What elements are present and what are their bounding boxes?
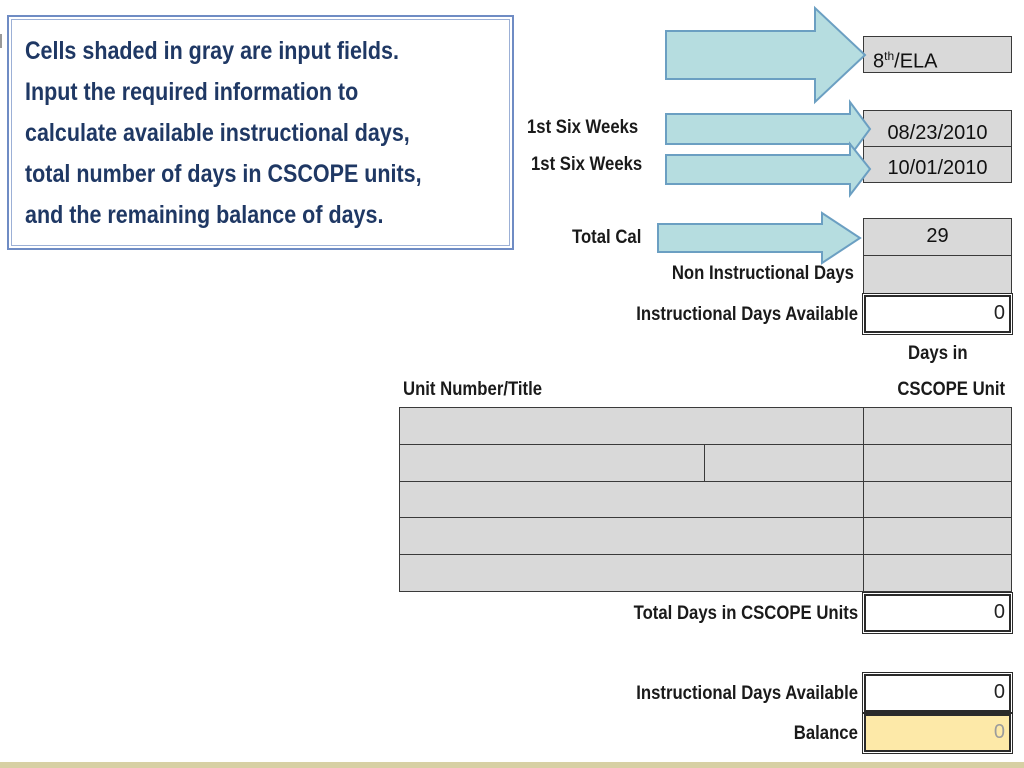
start-date-value: 08/23/2010	[887, 122, 988, 144]
days-in-header-line1: Days in	[908, 343, 968, 364]
unit-title-header: Unit Number/Title	[403, 379, 543, 400]
six-weeks-end-label: 1st Six Weeks	[531, 154, 643, 175]
total-days-cscope-value: 0	[993, 601, 1005, 623]
instructional-days-available-output	[864, 295, 1011, 333]
instructional-days-available-label: Instructional Days Available	[636, 304, 858, 325]
total-days-cscope-label: Total Days in CSCOPE Units	[633, 603, 858, 624]
unit-days-input[interactable]	[863, 444, 1012, 482]
instruction-line: Input the required information to	[25, 78, 359, 106]
end-date-value: 10/01/2010	[887, 157, 988, 179]
unit-days-input[interactable]	[863, 554, 1012, 592]
instruction-box	[7, 15, 514, 250]
balance-value: 0	[993, 721, 1005, 743]
end-date-input[interactable]	[863, 146, 1012, 183]
unit-title-input[interactable]	[399, 517, 864, 555]
summary-instructional-days-output	[864, 674, 1011, 712]
unit-title-input[interactable]	[399, 481, 864, 518]
instruction-line: calculate available instructional days,	[25, 119, 410, 147]
six-weeks-start-label: 1st Six Weeks	[527, 117, 639, 138]
summary-instructional-days-value: 0	[993, 681, 1005, 703]
unit-days-input[interactable]	[863, 407, 1012, 445]
days-in-header-line2: CSCOPE Unit	[896, 379, 1005, 400]
non-instructional-days-input[interactable]	[863, 255, 1012, 294]
arrow-end-date-icon	[660, 141, 875, 199]
start-date-input[interactable]	[863, 110, 1012, 147]
summary-instructional-days-label: Instructional Days Available	[636, 683, 858, 704]
instruction-line: and the remaining balance of days.	[25, 201, 384, 229]
unit-days-input[interactable]	[863, 517, 1012, 555]
instruction-line: total number of days in CSCOPE units,	[25, 160, 422, 188]
total-calendar-days-value: 29	[926, 225, 949, 247]
balance-label: Balance	[793, 723, 858, 744]
instructional-days-available-value: 0	[993, 302, 1005, 324]
total-days-cscope-output	[864, 594, 1011, 632]
unit-extra-input[interactable]	[704, 444, 864, 482]
total-calendar-days-label: Total Cal	[572, 227, 642, 248]
balance-output	[864, 714, 1011, 752]
non-instructional-days-label: Non Instructional Days	[671, 263, 854, 284]
bottom-decor-bar	[0, 762, 1024, 768]
grade-value: 8	[873, 50, 885, 73]
unit-title-input[interactable]	[399, 444, 705, 482]
grade-suffix-sup: th	[884, 49, 895, 63]
unit-title-input[interactable]	[399, 554, 864, 592]
grade-subject-input[interactable]	[863, 36, 1012, 73]
unit-title-input[interactable]	[399, 407, 864, 445]
instruction-text	[25, 31, 455, 236]
instruction-line: Cells shaded in gray are input fields.	[25, 37, 399, 65]
arrow-total-days-icon	[654, 210, 866, 266]
arrow-grade-icon	[660, 4, 870, 108]
subject-value: /ELA	[894, 50, 938, 73]
total-calendar-days-input[interactable]	[863, 218, 1012, 256]
slide-edge-mark	[0, 34, 2, 48]
unit-days-input[interactable]	[863, 481, 1012, 518]
